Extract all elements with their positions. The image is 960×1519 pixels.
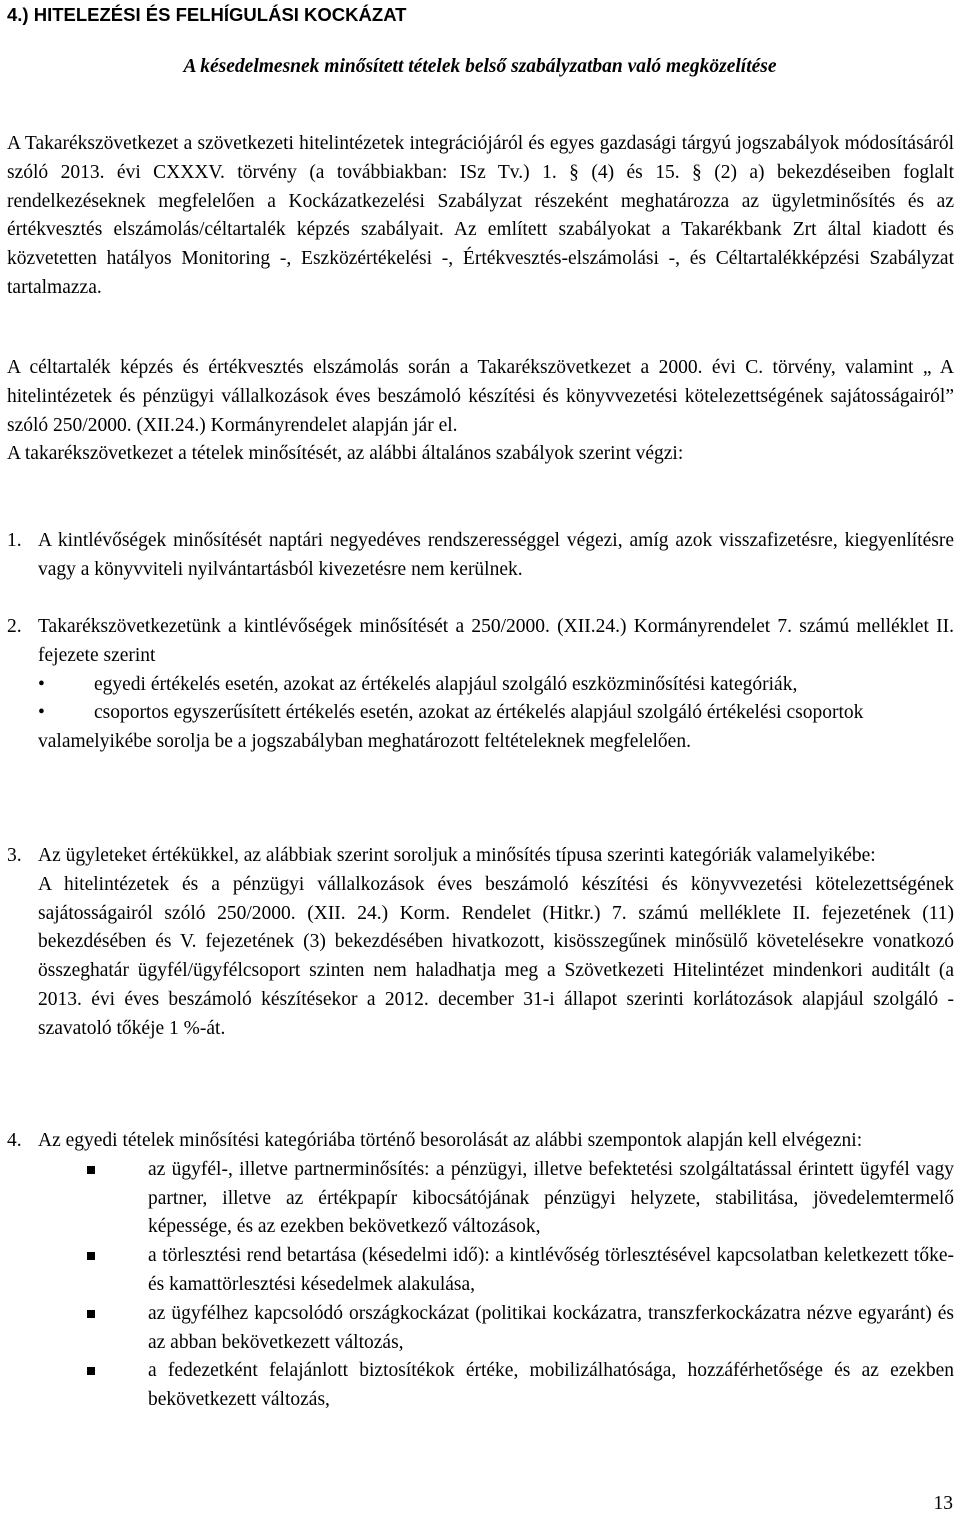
list-item-3 bbox=[7, 842, 954, 1044]
square-bullet-icon bbox=[87, 1252, 95, 1260]
bullet-text: egyedi értékelés esetén, azokat az értékelés alapjául szolgáló eszközminősítési kategóriák, bbox=[94, 673, 798, 695]
bullet-text: a fedezetként felajánlott biztosítékok értéke, mobilizálhatósága, hozzáférhetősége és az ezekben bekövetkezett változás, bbox=[148, 1360, 954, 1411]
square-bullet-list bbox=[87, 1156, 954, 1415]
bullet-item bbox=[87, 1357, 954, 1415]
bullet-item bbox=[38, 671, 954, 700]
paragraph-2a: A céltartalék képzés és értékvesztés elszámolás során a Takarékszövetkezet a 2000. évi C. törvény, valamint „ A hitelintézetek és pénzügyi vállalkozások éves beszámoló készítési és könyvvezetési kötelezettségének sajátosságairól” szóló 250/2000. (XII.24.) Kormányrendelet alapján jár el. bbox=[7, 357, 954, 436]
item-number: 4. bbox=[7, 1130, 22, 1151]
item-text: Az egyedi tételek minősítési kategóriába történő besorolását az alábbi szempontok alapján kell elvégezni: bbox=[38, 1130, 863, 1151]
list-item-2 bbox=[7, 613, 954, 757]
item-number: 2. bbox=[7, 616, 22, 637]
bullet-list bbox=[38, 671, 954, 729]
bullet-text: a törlesztési rend betartása (késedelmi idő): a kintlévőség törlesztésével kapcsolatban keletkezett tőke- és kamattörlesztési késedelmek alakulása, bbox=[148, 1245, 954, 1295]
item-text: Az ügyleteket értékükkel, az alábbiak szerint soroljuk a minősítés típusa szerinti kategóriák valamelyikébe: bbox=[38, 845, 876, 866]
subtitle: A késedelmesnek minősített tételek belső szabályzatban való megközelítése bbox=[183, 56, 777, 77]
bullet-text: csoportos egyszerűsített értékelés esetén, azokat az értékelés alapjául szolgáló értékelési csoportok bbox=[94, 702, 864, 724]
page-number: 13 bbox=[933, 1493, 953, 1514]
item-text: Takarékszövetkezetünk a kintlévőségek minősítését a 250/2000. (XII.24.) Kormányrendelet 7. számú melléklet II. fejezete szerint bbox=[38, 616, 954, 666]
bullet-item bbox=[87, 1156, 954, 1242]
paragraph-2-block bbox=[7, 354, 954, 469]
item-number: 3. bbox=[7, 845, 22, 866]
list-item-1 bbox=[7, 527, 954, 585]
item-extra: A hitelintézetek és a pénzügyi vállalkozások éves beszámoló készítési és könyvvezetési kötelezettségének sajátosságairól szóló 250/2000. (XII. 24.) Korm. Rendelet (Hitkr.) 7. számú melléklete II. fejezetének (11) bekezdésében és V. fejezetének (3) bekezdésében hivatkozott, kisösszegűnek minősülő követelésekre vonatkozó összeghatár ügyfél/ügyfélcsoport szinten nem haladhatja meg a Szövetkezeti Hitelintézet mindenkori auditált (a 2013. évi éves beszámoló készítésekor a 2012. december 31-i állapot szerinti korlátozások alapjául szolgáló - szavatoló tőkéje 1 %-át. bbox=[38, 873, 954, 1039]
square-bullet-icon bbox=[87, 1166, 95, 1174]
intro-paragraph-block bbox=[7, 130, 954, 303]
bullet-item bbox=[38, 699, 954, 728]
bullet-item bbox=[87, 1242, 954, 1300]
square-bullet-icon bbox=[87, 1310, 95, 1318]
paragraph-2b: A takarékszövetkezet a tételek minősítését, az alábbi általános szabályok szerint végzi: bbox=[7, 443, 684, 465]
bullet-item bbox=[87, 1300, 954, 1358]
item-number: 1. bbox=[7, 530, 22, 551]
intro-paragraph: A Takarékszövetkezet a szövetkezeti hitelintézetek integrációjáról és egyes gazdasági tárgyú jogszabályok módosításáról szóló 2013. évi CXXXV. törvény (a továbbiakban: ISz Tv.) 1. § (4) és 15. § (2) a) bekezdéseiben foglalt rendelkezéseknek megfelelően a Kockázatkezelési Szabályzat részeként meghatározza az ügyletminősítés és az értékvesztés elszámolás/céltartalék képzés szabályait. Az említett szabályokat a Takarékbank Zrt által kiadott és közvetetten hatályos Monitoring -, Eszközértékelési -, Értékvesztés-elszámolási -, és Céltartalékképzési Szabályzat tartalmazza. bbox=[7, 133, 954, 298]
item-closing: valamelyikébe sorolja be a jogszabályban meghatározott feltételeknek megfelelően. bbox=[38, 731, 691, 753]
section-heading: 4.) HITELEZÉSI ÉS FELHÍGULÁSI KOCKÁZAT bbox=[7, 4, 407, 25]
item-text: A kintlévőségek minősítését naptári negyedéves rendszerességgel végezi, amíg azok visszafizetésre, kiegyenlítésre vagy a könyvviteli nyilvántartásból kivezetésre nem kerülnek. bbox=[38, 530, 954, 580]
list-item-4 bbox=[7, 1127, 954, 1415]
square-bullet-icon bbox=[87, 1367, 95, 1375]
bullet-icon: • bbox=[38, 673, 45, 695]
bullet-icon: • bbox=[38, 702, 45, 724]
bullet-text: az ügyfélhez kapcsolódó országkockázat (politikai kockázatra, transzferkockázatra nézve egyaránt) és az abban bekövetkezett változás, bbox=[148, 1302, 954, 1353]
bullet-text: az ügyfél-, illetve partnerminősítés: a pénzügyi, illetve befektetési szolgáltatással érintett ügyfél vagy partner, illetve az értékpapír kibocsátójának pénzügyi helyzete, stabilitása, jövedelemtermelő képessége, és az ezekben bekövetkező változások, bbox=[148, 1158, 954, 1238]
